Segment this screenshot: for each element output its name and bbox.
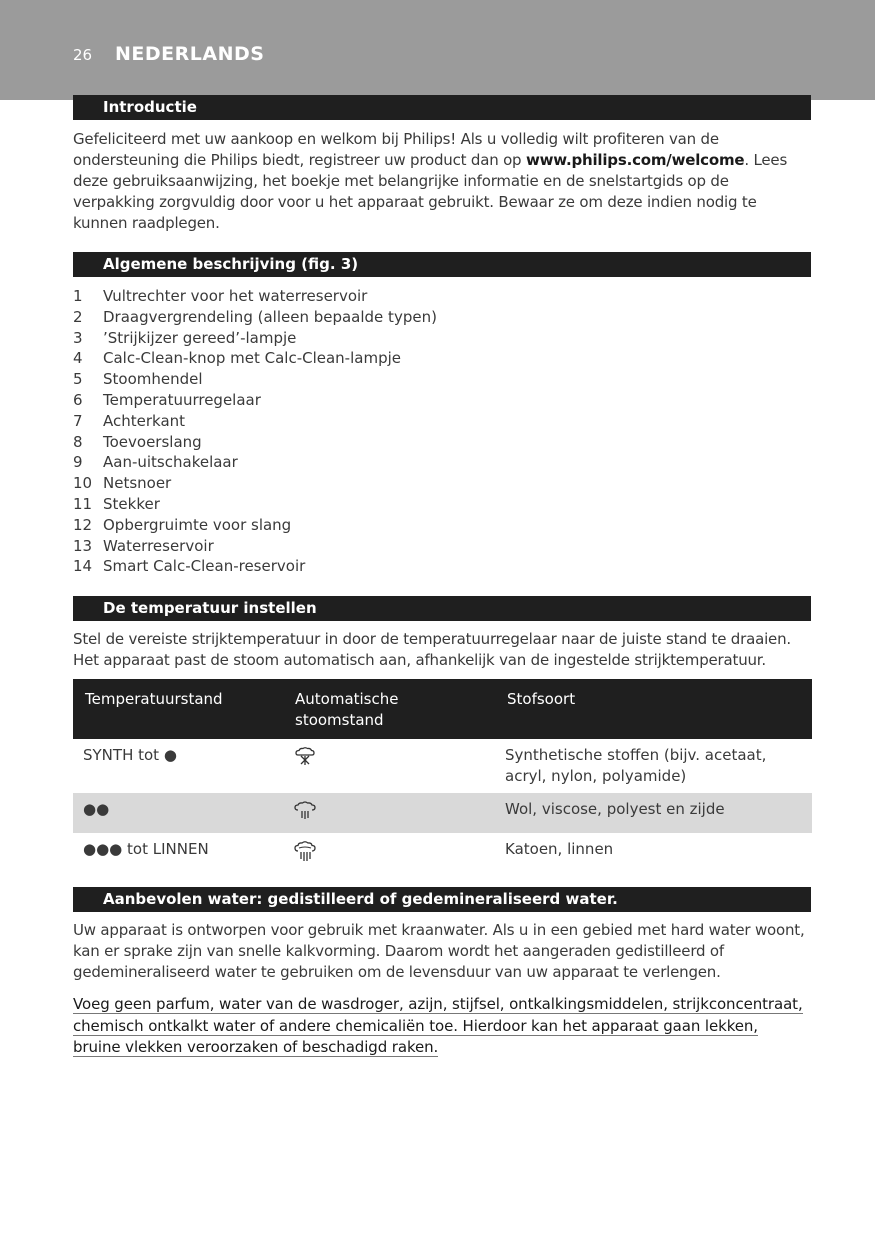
steam-high-icon — [293, 841, 317, 863]
warning-line: Voeg geen parfum, water van de wasdroger, azijn, stijfsel, ontkalkingsmiddelen, strijkconcentraat, — [73, 995, 803, 1013]
list-item-number: 11 — [73, 494, 93, 513]
section-title-description: Algemene beschrijving (fig. 3) — [73, 252, 811, 277]
list-item-label: Smart Calc-Clean-reservoir — [103, 557, 306, 576]
steam-cell — [283, 793, 495, 833]
section-title-intro: Introductie — [73, 95, 811, 120]
list-item — [73, 536, 437, 557]
list-item-label: Temperatuurregelaar — [103, 390, 261, 409]
list-item-label: Draagvergrendeling (alleen bepaalde typen) — [103, 307, 437, 326]
water-paragraph: Uw apparaat is ontworpen voor gebruik met kraanwater. Als u in een gebied met hard water woont, kan er sprake zijn van snelle kalkvorming. Daarom wordt het aangeraden gedistilleerd of gedemineraliseerd water te gebruiken om de levensduur van uw apparaat te verlengen. — [73, 921, 805, 981]
list-item-number: 14 — [73, 557, 93, 576]
setting-cell: SYNTH tot ● — [83, 746, 177, 764]
list-item — [73, 286, 437, 307]
list-item — [73, 473, 437, 494]
list-item — [73, 307, 437, 328]
list-item-label: Stoomhendel — [103, 370, 203, 389]
fabric-cell: Synthetische stoffen (bijv. acetaat, acryl, nylon, polyamide) — [505, 746, 767, 785]
section-title-water: Aanbevolen water: gedistilleerd of gedemineraliseerd water. — [73, 887, 811, 912]
steam-cell — [283, 833, 495, 877]
list-item-label: Calc-Clean-knop met Calc-Clean-lampje — [103, 349, 401, 368]
fabric-cell: Katoen, linnen — [505, 840, 614, 858]
intro-paragraph: Gefeliciteerd met uw aankoop en welkom bij Philips! Als u volledig wilt profiteren van de ondersteuning die Philips biedt, registreer uw product dan op www.philips.com/welcome. Lees deze gebruiksaanwijzing, het boekje met belangrijke informatie en de snelstartgids op de verpakking zorgvuldig door voor u het apparaat gebruikt. Bewaar ze om deze indien nodig te kunnen raadplegen. — [73, 130, 788, 232]
temperature-table — [73, 679, 812, 877]
list-item-number: 1 — [73, 287, 83, 305]
list-item-number: 12 — [73, 515, 93, 534]
list-item-label: Opbergruimte voor slang — [103, 515, 292, 534]
section-title-temperature: De temperatuur instellen — [73, 596, 811, 621]
philips-link[interactable]: www.philips.com/welcome — [525, 151, 745, 169]
list-item-number: 10 — [73, 474, 93, 493]
steam-low-icon — [293, 747, 317, 767]
list-item-label: Stekker — [103, 494, 160, 513]
fabric-cell: Wol, viscose, polyest en zijde — [495, 793, 812, 833]
steam-medium-icon — [293, 801, 317, 821]
warning-line: bruine vlekken veroorzaken of beschadigd raken. — [73, 1038, 439, 1056]
list-item — [73, 556, 437, 577]
list-item-label: Vultrechter voor het waterreservoir — [103, 287, 368, 305]
language-title: NEDERLANDS — [115, 43, 265, 65]
list-item — [73, 369, 437, 390]
table-row — [73, 793, 812, 833]
list-item — [73, 452, 437, 473]
list-item-label: Achterkant — [103, 411, 186, 430]
list-item-number: 13 — [73, 536, 93, 555]
list-item-number: 9 — [73, 453, 83, 472]
list-item-label: ’Strijkijzer gereed’-lampje — [103, 328, 297, 347]
table-row — [73, 739, 812, 793]
list-item-number: 2 — [73, 307, 83, 326]
page-number: 26 — [73, 46, 93, 64]
list-item — [73, 515, 437, 536]
list-item-number: 3 — [73, 328, 83, 347]
list-item-label: Waterreservoir — [103, 536, 214, 555]
setting-cell: ●●● tot LINNEN — [83, 840, 209, 858]
table-header-steam: Automatische stoomstand — [283, 679, 495, 739]
table-header-fabric: Stofsoort — [495, 679, 812, 739]
list-item — [73, 390, 437, 411]
list-item-number: 4 — [73, 349, 83, 368]
setting-cell: ●● — [73, 793, 283, 833]
list-item-number: 6 — [73, 390, 83, 409]
list-item — [73, 348, 437, 369]
list-item — [73, 494, 437, 515]
steam-cell — [283, 739, 495, 793]
table-header-setting: Temperatuurstand — [73, 679, 283, 739]
parts-list — [73, 286, 437, 577]
list-item — [73, 328, 437, 349]
list-item-number: 5 — [73, 370, 83, 389]
list-item — [73, 432, 437, 453]
temperature-paragraph: Stel de vereiste strijktemperatuur in door de temperatuurregelaar naar de juiste stand te draaien. Het apparaat past de stoom automatisch aan, afhankelijk van de ingestelde strijktemperatuur. — [73, 630, 791, 669]
list-item-number: 8 — [73, 432, 83, 451]
table-row — [73, 833, 812, 877]
list-item-label: Aan-uitschakelaar — [103, 453, 238, 472]
warning-text — [73, 994, 813, 1059]
warning-line: chemisch ontkalkt water of andere chemicaliën toe. Hierdoor kan het apparaat gaan lekken, — [73, 1016, 758, 1035]
list-item-label: Toevoerslang — [103, 432, 202, 451]
list-item — [73, 411, 437, 432]
list-item-number: 7 — [73, 411, 83, 430]
list-item-label: Netsnoer — [103, 474, 172, 493]
